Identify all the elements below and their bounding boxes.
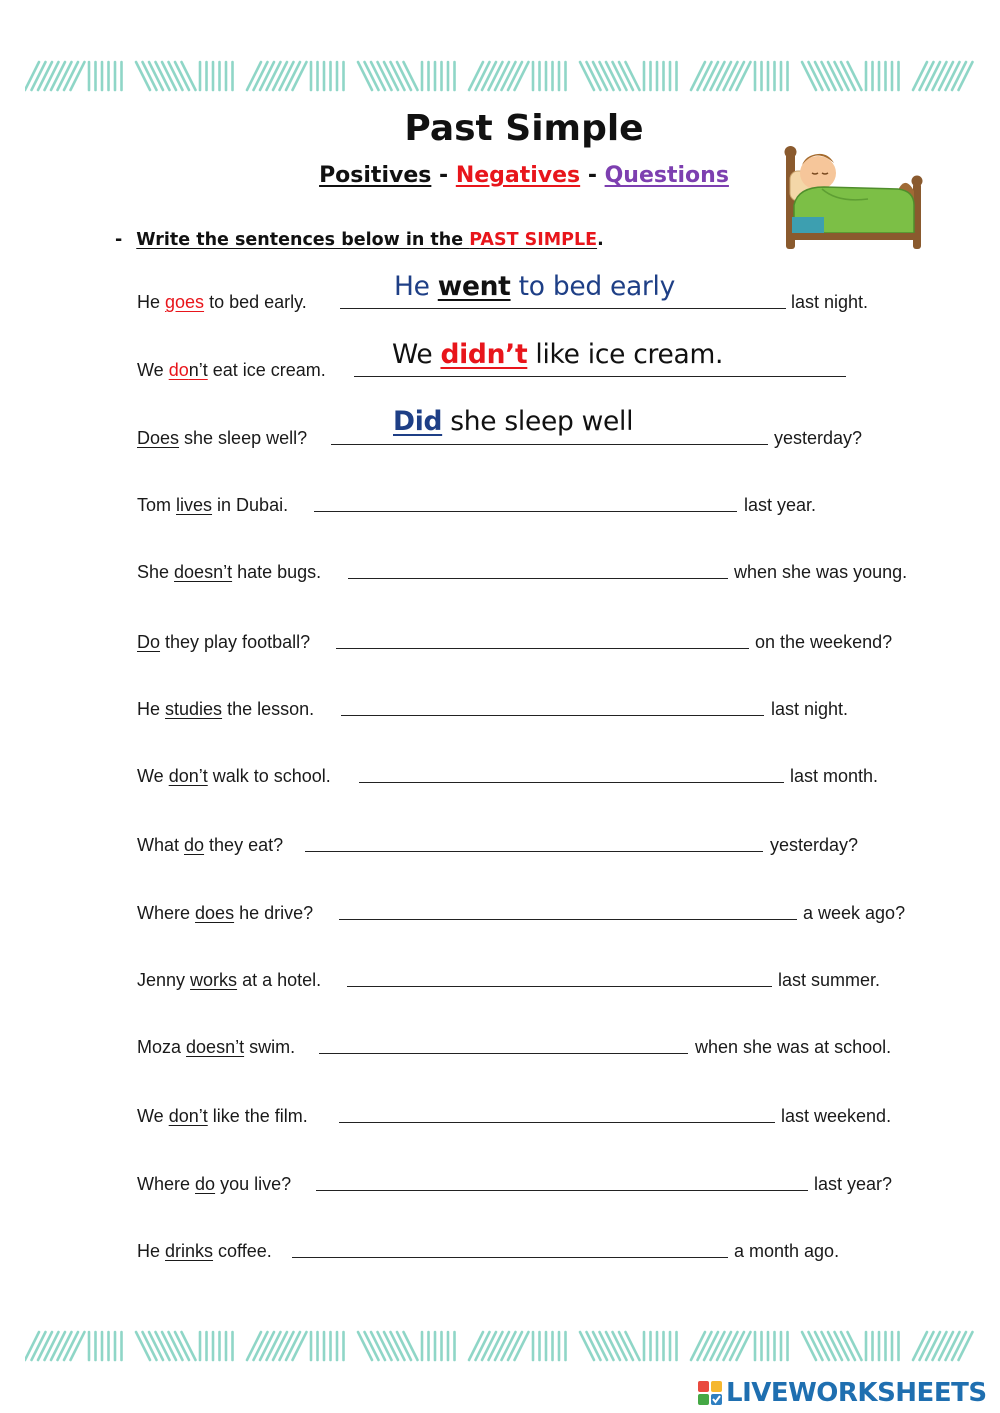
decorative-border-top [25, 60, 975, 92]
band-stroke [737, 62, 751, 90]
band-stroke [815, 62, 829, 90]
liveworksheets-logo-icon [698, 1381, 722, 1405]
decorative-border-bottom [25, 1330, 975, 1362]
band-stroke [143, 62, 157, 90]
band-stroke [913, 62, 927, 90]
band-stroke [267, 1332, 281, 1360]
answer-text[interactable]: Did she sleep well [393, 406, 634, 437]
band-stroke [25, 1332, 39, 1360]
band-stroke [508, 62, 522, 90]
instruction-text: Write the sentences below in the [136, 230, 470, 250]
instruction-highlight: PAST SIMPLE [469, 230, 598, 250]
band-stroke [156, 62, 170, 90]
band-stroke [358, 62, 372, 90]
band-stroke [260, 1332, 274, 1360]
band-stroke [469, 62, 483, 90]
question-sentence: Moza doesn’t swim. [137, 1037, 296, 1057]
band-stroke [71, 1332, 85, 1360]
band-stroke [606, 1332, 620, 1360]
band-stroke [959, 1332, 973, 1360]
band-stroke [489, 1332, 503, 1360]
band-stroke [802, 62, 816, 90]
question-sentence: We don’t like the film. [137, 1106, 308, 1126]
question-verb: drinks [165, 1241, 214, 1261]
band-stroke [619, 1332, 633, 1360]
band-stroke [384, 62, 398, 90]
band-stroke [391, 62, 405, 90]
subtitle-positives: Positives [319, 163, 432, 188]
subtitle-separator: - [580, 163, 605, 188]
question-sentence: We don’t eat ice cream. [137, 360, 326, 380]
band-stroke [841, 62, 855, 90]
band-stroke [606, 62, 620, 90]
band-stroke [822, 62, 836, 90]
answer-blank[interactable] [347, 986, 772, 987]
band-stroke [724, 1332, 738, 1360]
question-sentence: He studies the lesson. [137, 699, 315, 719]
band-stroke [613, 1332, 627, 1360]
band-stroke [959, 62, 973, 90]
question-verb: don’t [168, 360, 208, 380]
band-stroke [25, 62, 39, 90]
band-stroke [717, 1332, 731, 1360]
band-stroke [365, 1332, 379, 1360]
band-stroke [587, 62, 601, 90]
band-stroke [711, 1332, 725, 1360]
band-stroke [913, 1332, 927, 1360]
question-tail: yesterday? [770, 835, 859, 855]
answer-verb: didn’t [440, 339, 528, 370]
question-sentence: Do they play football? [137, 632, 311, 652]
band-stroke [162, 62, 176, 90]
question-tail: last summer. [778, 970, 881, 990]
band-stroke [698, 1332, 712, 1360]
band-stroke [939, 1332, 953, 1360]
band-stroke [482, 62, 496, 90]
band-stroke [32, 1332, 46, 1360]
band-stroke [358, 1332, 372, 1360]
band-stroke [365, 62, 379, 90]
question-tail: when she was young. [734, 562, 908, 582]
band-stroke [476, 62, 490, 90]
band-stroke [391, 1332, 405, 1360]
band-stroke [730, 1332, 744, 1360]
answer-blank[interactable] [339, 1122, 775, 1123]
band-stroke [926, 62, 940, 90]
answer-blank[interactable] [348, 578, 728, 579]
band-stroke [273, 62, 287, 90]
band-stroke [626, 62, 640, 90]
band-stroke [691, 1332, 705, 1360]
band-stroke [293, 62, 307, 90]
answer-text[interactable]: We didn’t like ice cream. [392, 339, 724, 370]
band-stroke [273, 1332, 287, 1360]
band-stroke [64, 62, 78, 90]
question-tail: last night. [791, 292, 869, 312]
answer-blank[interactable] [340, 308, 786, 309]
answer-blank[interactable] [341, 715, 764, 716]
question-verb: works [190, 970, 238, 990]
band-stroke [286, 62, 300, 90]
band-stroke [724, 62, 738, 90]
band-stroke [169, 62, 183, 90]
question-tail: on the weekend? [755, 632, 893, 652]
question-sentence: Jenny works at a hotel. [137, 970, 322, 990]
question-verb: don’t [168, 1106, 208, 1126]
band-stroke [613, 62, 627, 90]
band-stroke [502, 62, 516, 90]
question-sentence: Where does he drive? [137, 903, 314, 923]
question-tail: a month ago. [734, 1241, 840, 1261]
question-tail: last night. [771, 699, 849, 719]
band-stroke [508, 1332, 522, 1360]
band-stroke [593, 1332, 607, 1360]
question-verb: Do [137, 632, 161, 652]
answer-blank[interactable] [359, 782, 784, 783]
band-stroke [51, 62, 65, 90]
band-stroke [156, 1332, 170, 1360]
band-stroke [64, 1332, 78, 1360]
band-stroke [704, 1332, 718, 1360]
question-sentence: Tom lives in Dubai. [137, 495, 289, 515]
band-stroke [704, 62, 718, 90]
question-sentence: He drinks coffee. [137, 1241, 272, 1261]
subtitle-questions: Questions [604, 163, 729, 188]
band-stroke [926, 1332, 940, 1360]
answer-verb: went [437, 271, 511, 302]
band-stroke [293, 1332, 307, 1360]
subtitle-separator: - [431, 163, 456, 188]
question-sentence: He goes to bed early. [137, 292, 307, 312]
question-verb: do [184, 835, 205, 855]
band-stroke [476, 1332, 490, 1360]
band-stroke [38, 1332, 52, 1360]
page-title: Past Simple [404, 108, 644, 149]
band-stroke [815, 1332, 829, 1360]
band-stroke [730, 62, 744, 90]
answer-text[interactable]: He went to bed early [394, 271, 675, 302]
instruction [115, 230, 604, 250]
instruction-bullet: - [115, 230, 123, 250]
band-stroke [495, 1332, 509, 1360]
band-stroke [371, 1332, 385, 1360]
band-stroke [933, 62, 947, 90]
band-stroke [502, 1332, 516, 1360]
band-stroke [835, 1332, 849, 1360]
band-stroke [404, 62, 418, 90]
band-stroke [691, 62, 705, 90]
band-stroke [828, 62, 842, 90]
band-stroke [835, 62, 849, 90]
band-stroke [384, 1332, 398, 1360]
question-verb: goes [165, 292, 205, 312]
band-stroke [482, 1332, 496, 1360]
band-stroke [397, 1332, 411, 1360]
band-stroke [841, 1332, 855, 1360]
band-stroke [58, 1332, 72, 1360]
band-stroke [717, 62, 731, 90]
question-verb: doesn’t [174, 562, 233, 582]
question-tail: last year? [814, 1174, 893, 1194]
band-stroke [169, 1332, 183, 1360]
band-stroke [802, 1332, 816, 1360]
question-sentence: What do they eat? [137, 835, 284, 855]
band-stroke [580, 62, 594, 90]
answer-blank[interactable] [292, 1257, 728, 1258]
liveworksheets-logo-text: LIVEWORKSHEETS [726, 1378, 987, 1408]
question-verb: doesn’t [186, 1037, 245, 1057]
band-stroke [848, 62, 862, 90]
band-stroke [737, 1332, 751, 1360]
question-verb: Does [137, 428, 180, 448]
answer-blank[interactable] [316, 1190, 808, 1191]
band-stroke [162, 1332, 176, 1360]
band-stroke [280, 1332, 294, 1360]
band-stroke [952, 1332, 966, 1360]
subtitle-negatives: Negatives [455, 163, 581, 188]
question-tail: last month. [790, 766, 879, 786]
band-stroke [260, 62, 274, 90]
sleeping-child-bed-illustration [778, 143, 926, 251]
band-stroke [469, 1332, 483, 1360]
band-stroke [51, 1332, 65, 1360]
question-verb: lives [176, 495, 213, 515]
answer-blank[interactable] [319, 1053, 688, 1054]
answer-blank[interactable] [314, 511, 737, 512]
answer-blank[interactable] [354, 376, 846, 377]
answer-blank[interactable] [305, 851, 763, 852]
band-stroke [619, 62, 633, 90]
band-stroke [247, 62, 261, 90]
band-stroke [593, 62, 607, 90]
band-stroke [939, 62, 953, 90]
band-stroke [920, 62, 934, 90]
band-stroke [600, 1332, 614, 1360]
question-tail: yesterday? [774, 428, 863, 448]
question-tail: last year. [744, 495, 817, 515]
band-stroke [397, 62, 411, 90]
question-sentence: She doesn’t hate bugs. [137, 562, 322, 582]
band-stroke [32, 62, 46, 90]
band-stroke [809, 62, 823, 90]
band-stroke [38, 62, 52, 90]
question-sentence: Does she sleep well? [137, 428, 308, 448]
band-stroke [822, 1332, 836, 1360]
band-stroke [136, 62, 150, 90]
question-sentence: We don’t walk to school. [137, 766, 331, 786]
band-stroke [45, 62, 59, 90]
band-stroke [280, 62, 294, 90]
answer-blank[interactable] [331, 444, 768, 445]
question-tail: when she was at school. [695, 1037, 892, 1057]
band-stroke [809, 1332, 823, 1360]
question-verb: do [195, 1174, 216, 1194]
band-stroke [587, 1332, 601, 1360]
band-stroke [267, 62, 281, 90]
band-stroke [182, 62, 196, 90]
band-stroke [711, 62, 725, 90]
band-stroke [378, 1332, 392, 1360]
band-stroke [515, 1332, 529, 1360]
band-stroke [600, 62, 614, 90]
band-stroke [175, 1332, 189, 1360]
band-stroke [286, 1332, 300, 1360]
band-stroke [58, 62, 72, 90]
instruction-end: . [597, 230, 604, 250]
band-stroke [254, 62, 268, 90]
band-stroke [182, 1332, 196, 1360]
band-stroke [495, 62, 509, 90]
band-stroke [149, 1332, 163, 1360]
band-stroke [149, 62, 163, 90]
band-stroke [136, 1332, 150, 1360]
question-sentence: Where do you live? [137, 1174, 292, 1194]
band-stroke [404, 1332, 418, 1360]
answer-blank[interactable] [339, 919, 797, 920]
question-tail: a week ago? [803, 903, 906, 923]
band-stroke [371, 62, 385, 90]
band-stroke [933, 1332, 947, 1360]
band-stroke [378, 62, 392, 90]
band-stroke [952, 62, 966, 90]
band-stroke [920, 1332, 934, 1360]
answer-verb: Did [393, 406, 443, 437]
band-stroke [515, 62, 529, 90]
band-stroke [143, 1332, 157, 1360]
question-tail: last weekend. [781, 1106, 892, 1126]
band-stroke [946, 1332, 960, 1360]
question-verb: studies [165, 699, 223, 719]
band-stroke [175, 62, 189, 90]
band-stroke [626, 1332, 640, 1360]
band-stroke [71, 62, 85, 90]
question-verb: don’t [168, 766, 208, 786]
band-stroke [848, 1332, 862, 1360]
band-stroke [247, 1332, 261, 1360]
answer-blank[interactable] [336, 648, 749, 649]
band-stroke [946, 62, 960, 90]
band-stroke [489, 62, 503, 90]
band-stroke [828, 1332, 842, 1360]
question-verb: does [195, 903, 235, 923]
band-stroke [698, 62, 712, 90]
band-stroke [254, 1332, 268, 1360]
band-stroke [45, 1332, 59, 1360]
band-stroke [580, 1332, 594, 1360]
